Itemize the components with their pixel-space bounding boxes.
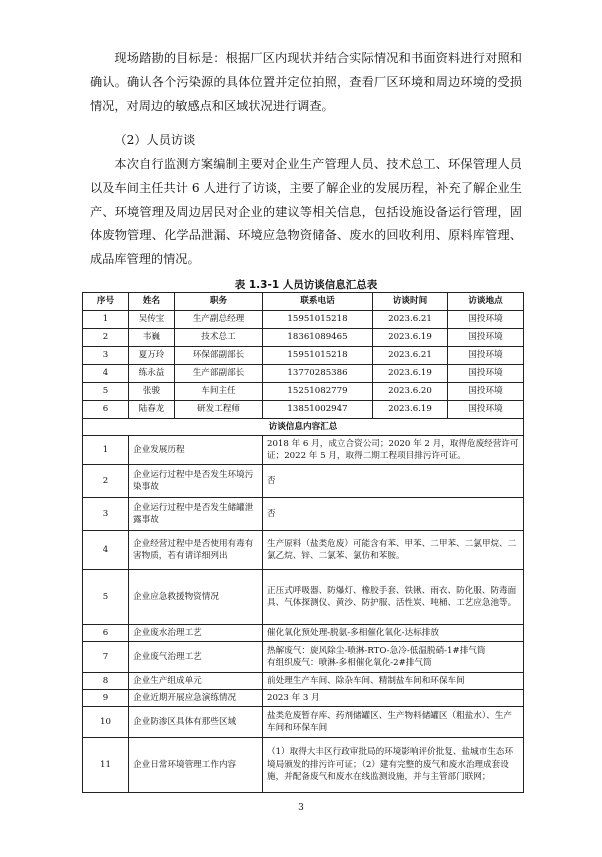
cell: 催化氧化预处理-脱氨-多相催化氧化-达标排放 [263, 625, 524, 642]
cell: 2023.6.21 [373, 311, 448, 329]
cell: 15951015218 [263, 311, 373, 329]
cell: 15251082779 [263, 383, 373, 401]
cell: 7 [83, 642, 129, 673]
table-caption: 表 1.3-1 人员访谈信息汇总表 [234, 279, 378, 291]
cell: 韦巍 [129, 329, 175, 347]
cell: 2018 年 6 月，成立合资公司；2020 年 2 月，取得危废经营许可证；2022 年 5 月，取得二期工程项目排污许可证。 [263, 436, 524, 465]
cell: 企业生产组成单元 [129, 673, 263, 690]
cell: 研发工程师 [175, 401, 263, 419]
header-cell: 访谈地点 [448, 293, 524, 311]
paragraph-interview: 本次自行监测方案编制主要对企业生产管理人员、技术总工、环保管理人员以及车间主任共计 6 人进行了访谈，主要了解企业的发展历程，补充了解企业生产、环境管理及周边居民对企业的建议等相关信息，包括设施设备运行管理，固体废物管理、化学品泄漏、环境应急物资储备、废水的回收利用、原料库管理、成品库管理的情况。 [90, 157, 522, 267]
summary-row [83, 625, 524, 642]
cell: 5 [83, 570, 129, 625]
cell: 企业防渗区具体有那些区域 [129, 707, 263, 738]
cell: 2023.6.21 [373, 347, 448, 365]
cell: 2023.6.20 [373, 383, 448, 401]
cell: 正压式呼吸器、防爆灯、橡胶手套、铁锹、雨衣、防化服、防毒面具、气体探测仪、黄沙、防护服、活性炭、吨桶、工艺应急池等。 [263, 570, 524, 625]
summary-row [83, 436, 524, 465]
cell: （1）取得大丰区行政审批局的环境影响评价批复、盐城市生态环境局颁发的排污许可证；（2）建有完整的废气和废水治理成套设施，并配备废气和废水在线监测设施，并与主管部门联网； [263, 738, 524, 793]
cell: 2023.6.19 [373, 401, 448, 419]
cell: 6 [83, 625, 129, 642]
summary-title-row [83, 419, 524, 436]
summary-row [83, 498, 524, 531]
cell: 13851002947 [263, 401, 373, 419]
cell: 练永益 [129, 365, 175, 383]
cell: 3 [83, 347, 129, 365]
cell: 热解废气：旋风除尘-喷淋-RTO-急冷-低温脱硝-1#排气筒 有组织废气：喷淋-多相催化氧化-2#排气筒 [263, 642, 524, 673]
cell: 企业经营过程中是否使用有毒有害物质，若有请详细列出 [129, 531, 263, 570]
cell: 国投环境 [448, 347, 524, 365]
table-row [83, 401, 524, 419]
cell: 企业废气治理工艺 [129, 642, 263, 673]
summary-row [83, 531, 524, 570]
cell: 否 [263, 465, 524, 498]
cell: 13770285386 [263, 365, 373, 383]
cell: 10 [83, 707, 129, 738]
cell: 生产部副部长 [175, 365, 263, 383]
cell: 8 [83, 673, 129, 690]
cell: 否 [263, 498, 524, 531]
cell: 夏万玲 [129, 347, 175, 365]
cell: 企业发展历程 [129, 436, 263, 465]
cell: 2023.6.19 [373, 329, 448, 347]
summary-row [83, 642, 524, 673]
cell: 车间主任 [175, 383, 263, 401]
header-cell: 序号 [83, 293, 129, 311]
cell: 陆春龙 [129, 401, 175, 419]
table-row [83, 365, 524, 383]
header-cell: 访谈时间 [373, 293, 448, 311]
cell: 企业近期开展应急演练情况 [129, 690, 263, 707]
cell: 2 [83, 329, 129, 347]
cell: 4 [83, 531, 129, 570]
subheading-interview: （2）人员访谈 [114, 133, 196, 147]
cell: 生产原料（盐类危废）可能含有苯、甲苯、二甲苯、二氯甲烷、二氯乙烷、锌、二氯苯、氯仿和苯胺。 [263, 531, 524, 570]
cell: 5 [83, 383, 129, 401]
cell: 环保部副部长 [175, 347, 263, 365]
cell: 2 [83, 465, 129, 498]
cell: 4 [83, 365, 129, 383]
cell: 3 [83, 498, 129, 531]
table-row [83, 347, 524, 365]
cell: 国投环境 [448, 401, 524, 419]
cell: 国投环境 [448, 383, 524, 401]
cell: 企业运行过程中是否发生环境污染事故 [129, 465, 263, 498]
cell: 1 [83, 436, 129, 465]
cell: 吴传宝 [129, 311, 175, 329]
summary-row [83, 673, 524, 690]
summary-row [83, 707, 524, 738]
table-row [83, 329, 524, 347]
header-cell: 姓名 [129, 293, 175, 311]
cell: 1 [83, 311, 129, 329]
cell: 企业应急救援物资情况 [129, 570, 263, 625]
summary-row [83, 690, 524, 707]
interview-table [82, 292, 524, 793]
cell: 前处理生产车间、除杂车间、精制盐车间和环保车间 [263, 673, 524, 690]
table-header-row [83, 293, 524, 311]
cell: 9 [83, 690, 129, 707]
cell: 盐类危废暂存库、药剂储罐区、生产物料储罐区（粗盐水）、生产车间和环保车间 [263, 707, 524, 738]
cell: 生产副总经理 [175, 311, 263, 329]
cell: 技术总工 [175, 329, 263, 347]
page-number: 3 [298, 803, 304, 813]
cell: 2023.6.19 [373, 365, 448, 383]
summary-row [83, 570, 524, 625]
cell: 2023 年 3 月 [263, 690, 524, 707]
header-cell: 职务 [175, 293, 263, 311]
cell: 张骏 [129, 383, 175, 401]
summary-title: 访谈信息内容汇总 [83, 419, 524, 436]
cell: 国投环境 [448, 329, 524, 347]
cell: 国投环境 [448, 311, 524, 329]
cell: 企业废水治理工艺 [129, 625, 263, 642]
cell: 15951015218 [263, 347, 373, 365]
cell: 18361089465 [263, 329, 373, 347]
table-row [83, 383, 524, 401]
cell: 国投环境 [448, 365, 524, 383]
cell: 企业运行过程中是否发生储罐泄露事故 [129, 498, 263, 531]
cell: 企业日常环境管理工作内容 [129, 738, 263, 793]
cell: 6 [83, 401, 129, 419]
table-row [83, 311, 524, 329]
summary-row [83, 738, 524, 793]
cell: 11 [83, 738, 129, 793]
summary-row [83, 465, 524, 498]
header-cell: 联系电话 [263, 293, 373, 311]
paragraph-site-survey: 现场踏勘的目标是：根据厂区内现状并结合实际情况和书面资料进行对照和确认。确认各个污染源的具体位置并定位拍照，查看厂区环境和周边环境的受损情况，对周边的敏感点和区域状况进行调查。 [90, 51, 522, 113]
